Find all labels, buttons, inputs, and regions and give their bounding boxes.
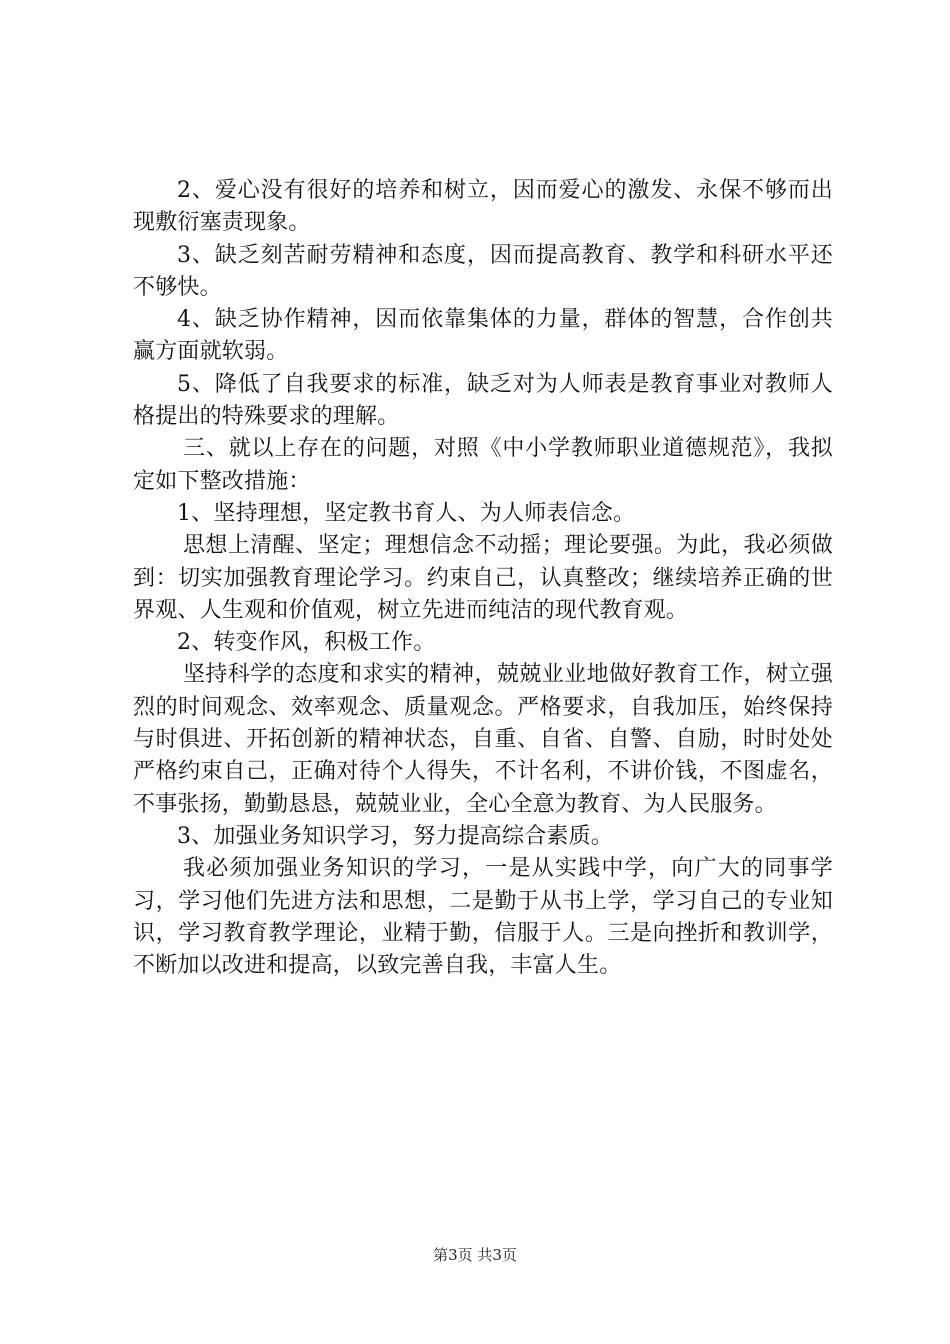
paragraph: 思想上清醒、坚定；理想信念不动摇；理论要强。为此，我必须做到：切实加强教育理论学习。约束自己，认真整改；继续培养正确的世界观、人生观和价值观，树立先进而纯洁的现代教育观。 [133,533,833,623]
paragraph: 坚持科学的态度和求实的精神，兢兢业业地做好教育工作，树立强烈的时间观念、效率观念、质量观念。严格要求，自我加压，始终保持与时俱进、开拓创新的精神状态，自重、自省、自警、自励，时时处处严格约束自己，正确对待个人得失，不计名利，不讲价钱，不图虚名，不事张扬，勤勤恳恳，兢兢业业，全心全意为教育、为人民服务。 [133,662,833,817]
page-number-footer: 第3页 共3页 [433,1246,517,1264]
paragraph: 3、加强业务知识学习，努力提高综合素质。 [177,823,613,849]
document-body [133,175,833,982]
paragraph: 2、爱心没有很好的培养和树立，因而爱心的激发、永保不够而出现敷衍塞责现象。 [133,178,833,236]
paragraph: 1、坚持理想，坚定教书育人、为人师表信念。 [177,500,636,526]
paragraph: 4、缺乏协作精神，因而依靠集体的力量，群体的智慧，合作创共赢方面就软弱。 [133,307,833,365]
paragraph: 5、降低了自我要求的标准，缺乏对为人师表是教育事业对教师人格提出的特殊要求的理解。 [133,371,833,430]
paragraph: 3、缺乏刻苦耐劳精神和态度，因而提高教育、教学和科研水平还不够快。 [133,242,833,300]
paragraph: 2、转变作风，积极工作。 [177,630,436,656]
section-heading: 三、就以上存在的问题，对照《中小学教师职业道德规范》，我拟定如下整改措施： [133,436,833,494]
paragraph: 我必须加强业务知识的学习，一是从实践中学，向广大的同事学习，学习他们先进方法和思想，二是勤于从书上学，学习自己的专业知识，学习教育教学理论，业精于勤，信服于人。三是向挫折和教训学，不断加以改进和提高，以致完善自我，丰富人生。 [133,856,833,979]
